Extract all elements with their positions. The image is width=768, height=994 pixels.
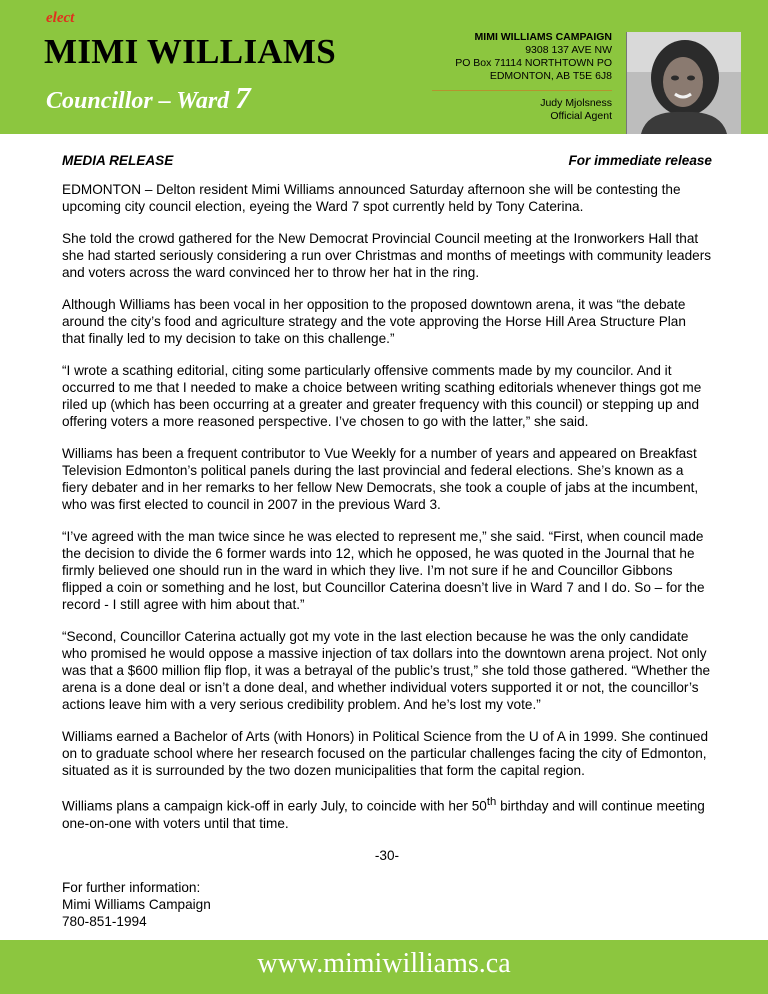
candidate-role (46, 80, 251, 116)
campaign-address-line-3: EDMONTON, AB T5E 6J8 (489, 70, 612, 82)
paragraph: She told the crowd gathered for the New Democrat Provincial Council meeting at the Ironworkers Hall that she had started seriously considering a run over Christmas and months of meetings with community leaders and voters across the ward convinced her to throw her hat in the ring. (62, 231, 712, 280)
campaign-address-line-1: 9308 137 AVE NW (525, 44, 612, 56)
media-release-label: MEDIA RELEASE (62, 153, 174, 168)
paragraph: “I’ve agreed with the man twice since he was elected to represent me,” she said. “First, when council made the decision to divide the 6 former wards into 12, which he opposed, he was quoted in the Journal that he firmly believed one should run in the ward in which they live. I’m not sure if he and Councillor Gibbons flipped a coin or something and he lost, but Councillor Caterina doesn’t live in Ward 7 and I do. So – for the record - I still agree with him about that.” (62, 529, 705, 612)
address-divider (432, 90, 612, 91)
contact-line-1: For further information: (62, 879, 201, 895)
candidate-portrait-icon (627, 32, 741, 134)
contact-block (62, 879, 712, 930)
paragraph: EDMONTON – Delton resident Mimi Williams announced Saturday afternoon she will be contesting the upcoming city council election, eyeing the Ward 7 spot currently held by Tony Caterina. (62, 182, 681, 214)
role-prefix: Councillor – Ward (46, 88, 236, 114)
paragraph: Although Williams has been vocal in her opposition to the proposed downtown arena, it was “the debate around the city’s food and agriculture strategy and the vote approving the Horse Hill Area Structure Plan that finally led to my decision to take on this challenge.” (62, 297, 686, 346)
paragraph: “I wrote a scathing editorial, citing some particularly offensive comments made by my councilor. And it occurred to me that I needed to make a choice between writing scathing editorials whenever things got me riled up (which has been occurring at a greater and greater frequency with this council) or stepping up and offering voters a more reasoned perspective. I’ve chosen to go with the latter,” she said. (62, 363, 702, 429)
immediate-release-label: For immediate release (568, 153, 712, 168)
press-release-body (62, 152, 712, 930)
agent-name: Judy Mjolsness (540, 97, 612, 109)
candidate-photo (626, 32, 741, 134)
campaign-title: MIMI WILLIAMS CAMPAIGN (474, 31, 612, 43)
last-paragraph-before: Williams plans a campaign kick-off in early July, to coincide with her 50 (62, 798, 487, 814)
website-url[interactable]: www.mimiwilliams.ca (257, 948, 511, 979)
footer-banner (0, 940, 768, 994)
agent-title: Official Agent (550, 110, 612, 122)
release-header (62, 152, 712, 169)
candidate-name: MIMI WILLIAMS (44, 32, 337, 71)
paragraph: Williams earned a Bachelor of Arts (with Honors) in Political Science from the U of A in 1999. She continued on to graduate school where her research focused on the particular challenges facing the city of Edmonton, situated as it is surrounded by the two dozen municipalities that form the capital region. (62, 729, 709, 778)
end-mark: -30- (374, 847, 400, 863)
superscript-th: th (486, 796, 497, 808)
campaign-address-line-2: PO Box 71114 NORTHTOWN PO (455, 57, 612, 69)
last-paragraph-after: birthday and will continue meeting one-on-one with voters until that time. (62, 798, 705, 831)
paragraph: Williams has been a frequent contributor to Vue Weekly for a number of years and appeared on Breakfast Television Edmonton’s political panels during the last provincial and federal elections. She’s known as a fiery debater and in her remarks to her fellow New Democrats, she took a couple of jabs at the incumbent, who was first elected to council in 2007 in the previous Ward 3. (62, 446, 699, 512)
paragraph: “Second, Councillor Caterina actually got my vote in the last election because he was the only candidate who promised he would oppose a massive injection of tax dollars into the downtown arena project. Not only was that a $600 million flip flop, it was a betrayal of the public’s trust,” she told those gathered. “Whether the arena is a done deal or isn’t a done deal, and whether individual voters supported it or not, the councillor’s actions leave him with a very serious credibility problem. And he’s lost my vote.” (62, 629, 711, 712)
elect-label: elect (46, 10, 75, 26)
paragraph-last (62, 794, 712, 832)
ward-number: 7 (235, 80, 251, 115)
campaign-address-block (412, 31, 612, 123)
header-banner (0, 0, 768, 134)
contact-phone: 780-851-1994 (62, 913, 147, 929)
contact-line-2: Mimi Williams Campaign (62, 896, 211, 912)
